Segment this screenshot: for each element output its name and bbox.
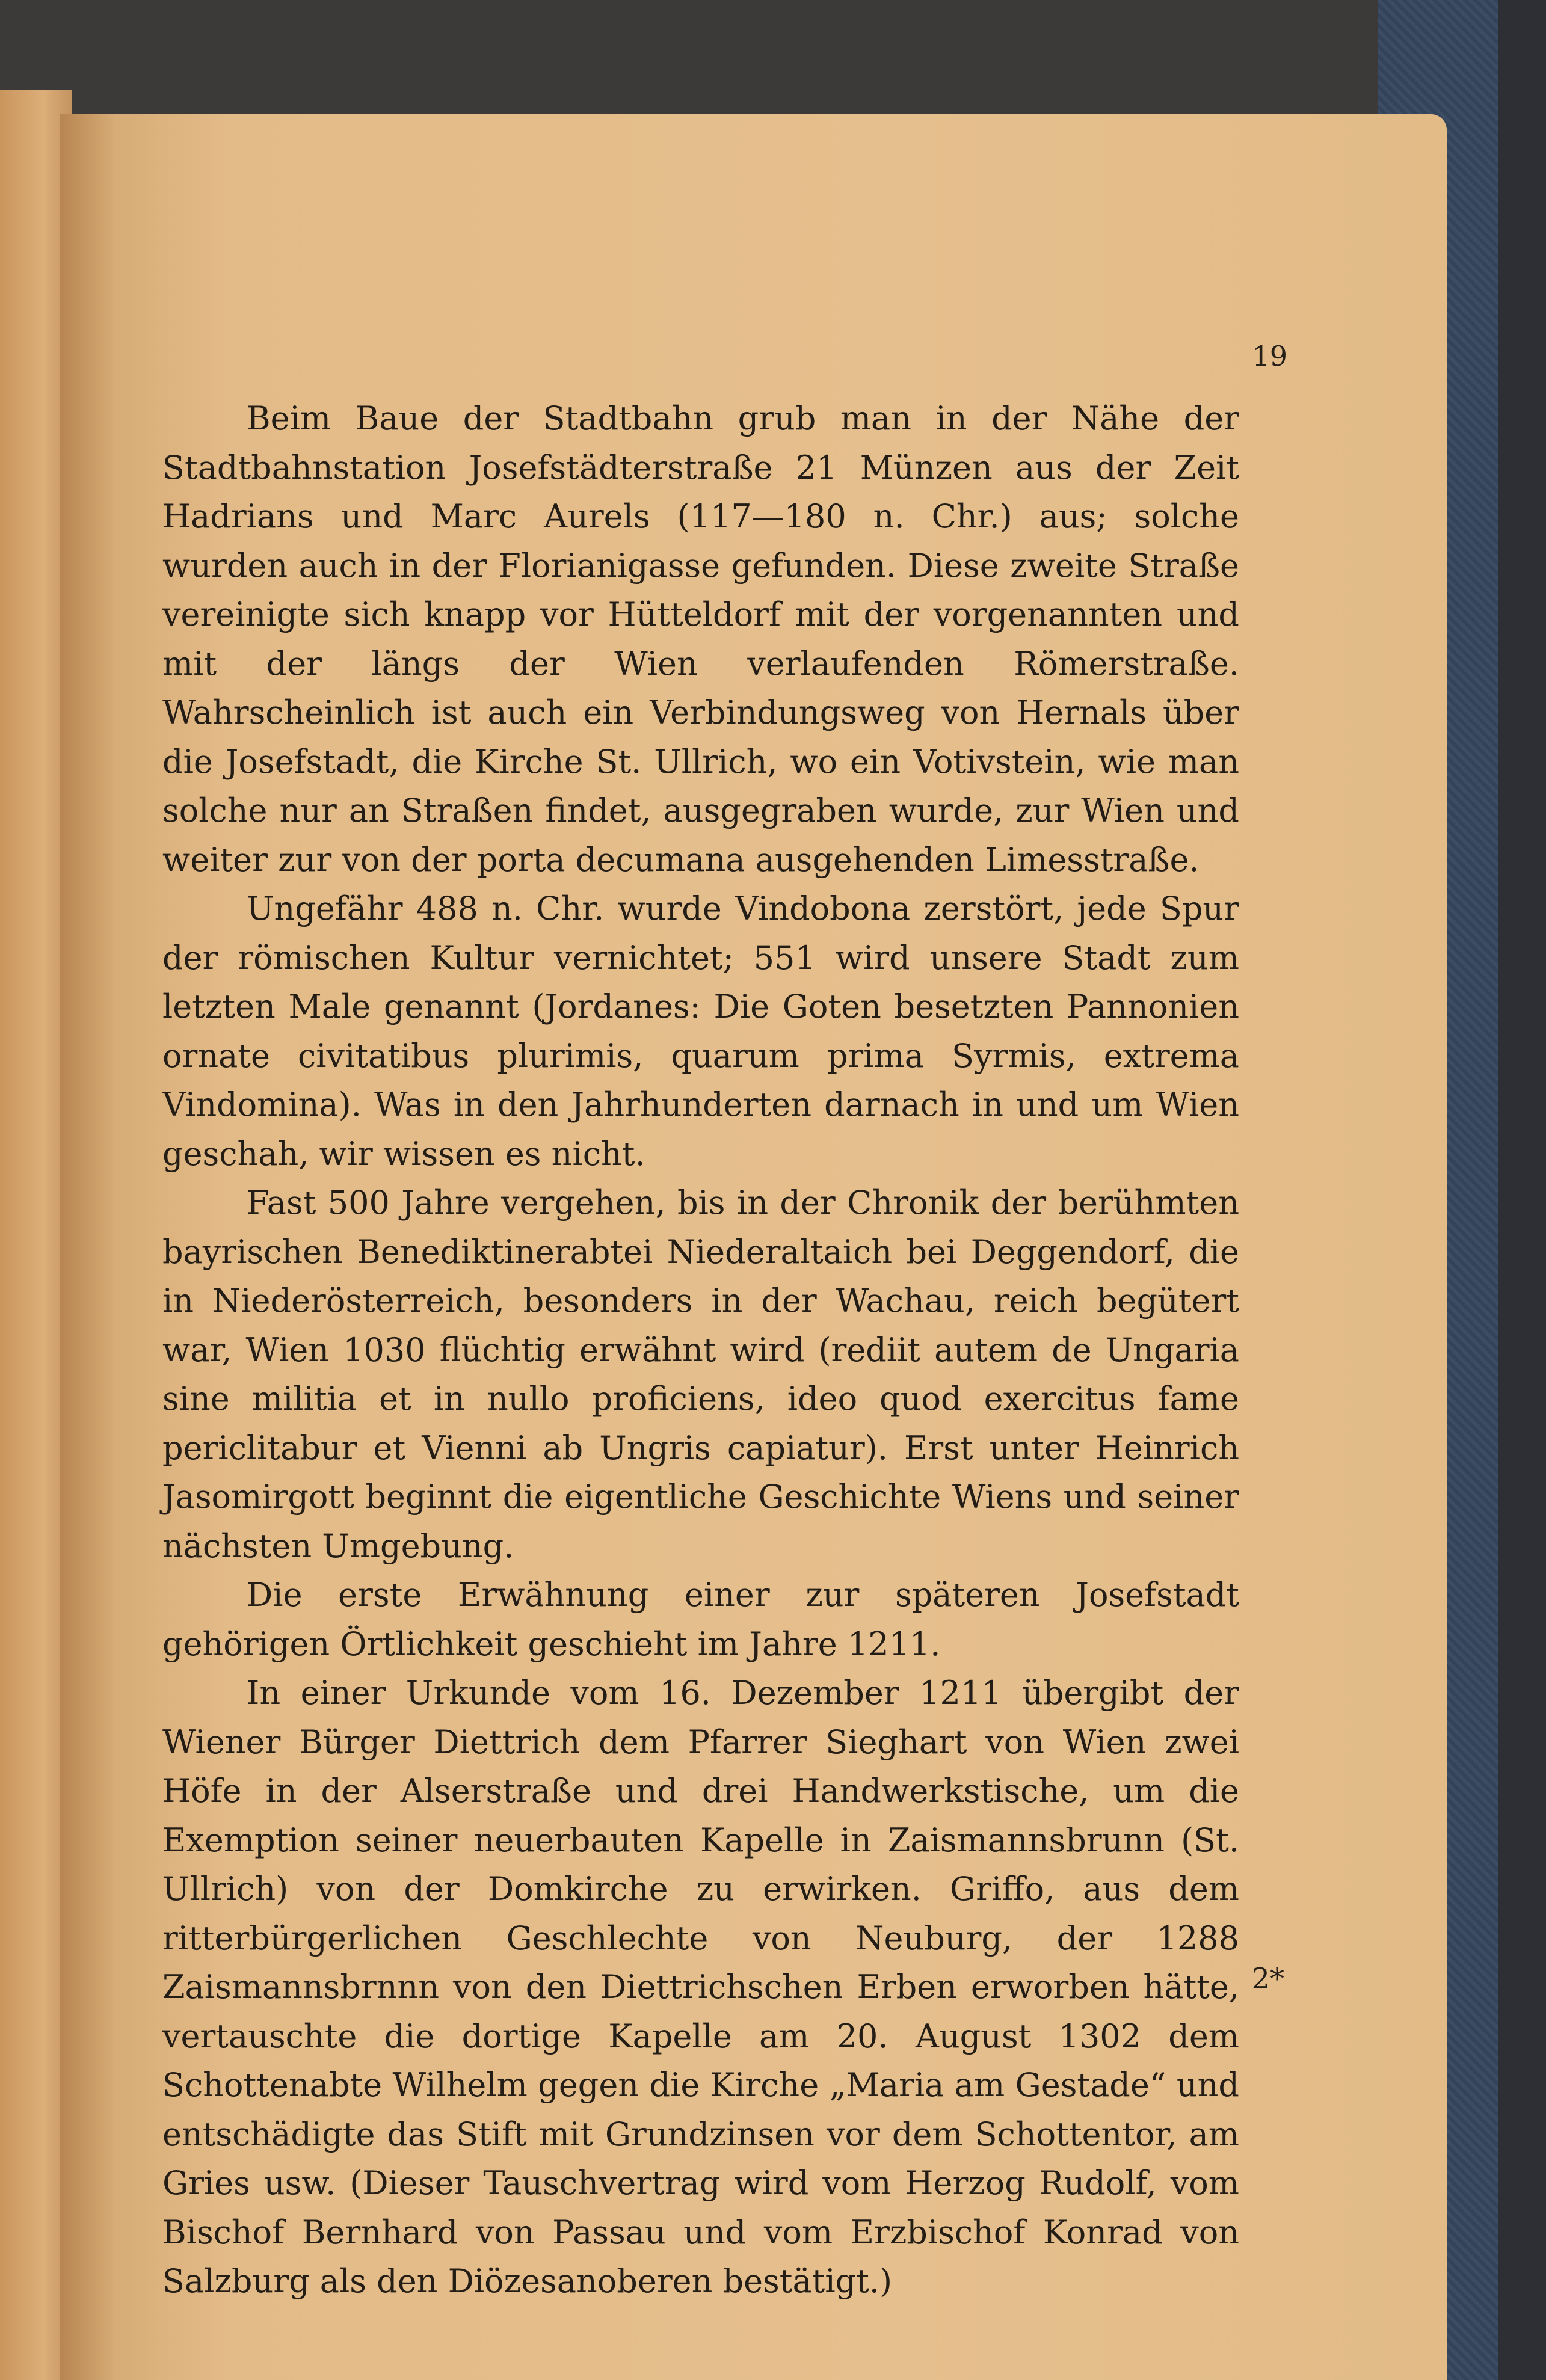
body-text — [162, 394, 1239, 2306]
signature-mark: 2* — [1251, 1962, 1284, 1996]
paragraph-5: In einer Urkunde vom 16. Dezember 1211 übergibt der Wiener Bürger Diettrich dem Pfarrer Sieghart von Wien zwei Höfe in der Alserstraße und drei Handwerkstische, um die Exemption seiner neuerbauten Kapelle in Zaismannsbrunn (St. Ullrich) von der Domkirche zu erwirken. Griffo, aus dem ritterbürgerlichen Geschlechte von Neuburg, der 1288 Zaismannsbrnnn von den Diettrichschen Erben erworben hätte, vertauschte die dortige Kapelle am 20. August 1302 dem Schottenabte Wilhelm gegen die Kirche „Maria am Gestade“ und entschädigte das Stift mit Grundzinsen vor dem Schottentor, am Gries usw. (Dieser Tauschvertrag wird vom Herzog Rudolf, vom Bischof Bernhard von Passau und vom Erzbischof Konrad von Salzburg als den Diözesanoberen bestätigt.) — [162, 1674, 1239, 2300]
paragraph-1: Beim Baue der Stadtbahn grub man in der Nähe der Stadtbahnstation Josefstädterstraße 21 Münzen aus der Zeit Hadrians und Marc Aurels (117—180 n. Chr.) aus; solche wurden auch in der Florianigasse gefunden. Diese zweite Straße vereinigte sich knapp vor Hütteldorf mit der vorgenannten und mit der längs der Wien verlaufenden Römerstraße. Wahrscheinlich ist auch ein Verbindungsweg von Hernals über die Josefstadt, die Kirche St. Ullrich, wo ein Votivstein, wie man solche nur an Straßen findet, ausgegraben wurde, zur Wien und weiter zur von der porta decumana ausgehenden Limesstraße. — [162, 399, 1239, 879]
paragraph-2: Ungefähr 488 n. Chr. wurde Vindobona zerstört, jede Spur der römischen Kultur vernichtet; 551 wird unsere Stadt zum letzten Male genannt (Jordanes: Die Goten besetzten Pannonien ornate civitatibus plurimis, quarum prima Syrmis, extrema Vindomina). Was in den Jahrhunderten darnach in und um Wien geschah, wir wissen es nicht. — [162, 890, 1239, 1173]
page-number: 19 — [1252, 340, 1287, 372]
paragraph-4: Die erste Erwähnung einer zur späteren Josefstadt gehörigen Örtlichkeit geschieht im Jahre 1211. — [162, 1576, 1239, 1663]
paragraph-3: Fast 500 Jahre vergehen, bis in der Chronik der berühmten bayrischen Benediktinerabtei Niederaltaich bei Deggendorf, die in Niederösterreich, besonders in der Wachau, reich begütert war, Wien 1030 flüchtig erwähnt wird (rediit autem de Ungaria sine militia et in nullo proficiens, ideo quod exercitus fame periclitabur et Vienni ab Ungris capiatur). Erst unter Heinrich Jasomirgott beginnt die eigentliche Geschichte Wiens und seiner nächsten Umgebung. — [162, 1184, 1239, 1565]
